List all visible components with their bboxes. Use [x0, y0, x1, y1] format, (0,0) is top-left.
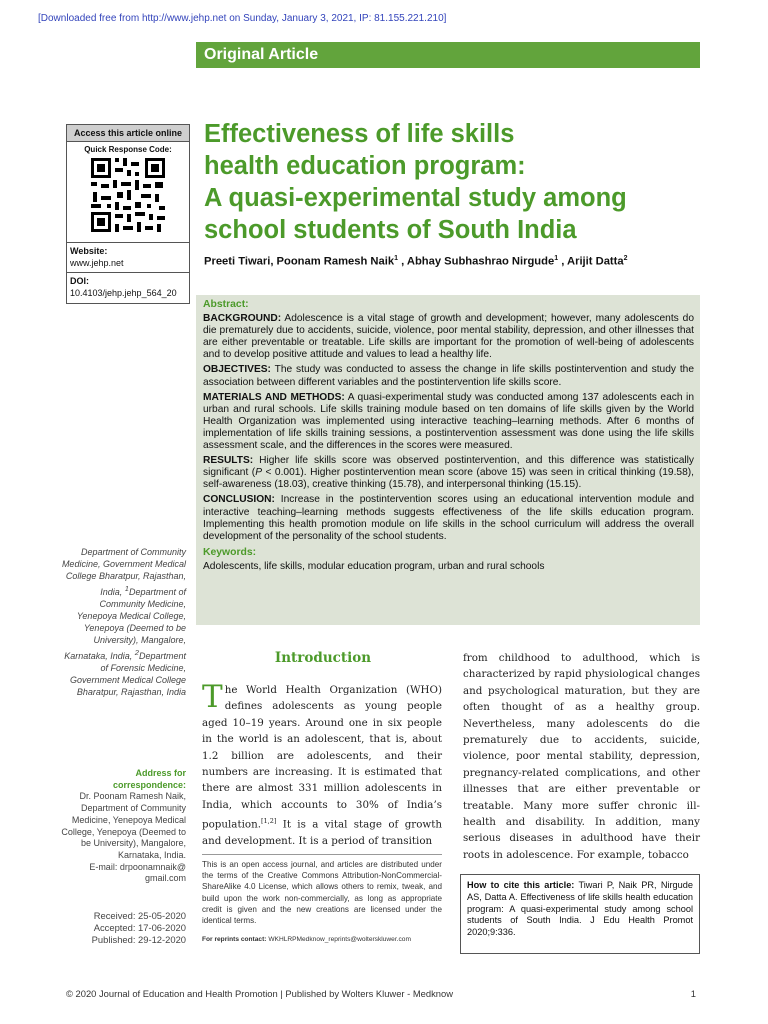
- keywords: Adolescents, life skills, modular education program, urban and rural schools: [203, 560, 545, 572]
- affiliations: Department of Community Medicine, Government Medical College Bharatpur, Rajasthan, India, $^1$Department of Community Medicine, Yenepoya Medical College, Yenepoya (Deemed to be University), Mangalore, Karnataka, India, $^2$Department of Forensic Medicine, Government Medical College Bharatpur, Rajasthan, India: [61, 547, 186, 698]
- abstract-objectives: OBJECTIVES: The study was conducted to assess the change in life skills postintervention and study the association between different variables and the postintervention life skills score.: [203, 364, 694, 388]
- intro-column-1: The World Health Organization (WHO) defines adolescents as young people aged 10–19 years. Around one in six people in the world is an adolescent, that is, about 1.2 billion are adolescents, and their numbers are increasing. It is estimated that there are almost 331 million adolescents in India, which accounts to 30% of India’s population.[1,2] It is a vital stage of growth and development. It is a period of transition: [202, 679, 442, 848]
- abstract-background: BACKGROUND: Adolescence is a vital stage of growth and development; however, many adolescents do die prematurely due to accidents, suicide, violence, poor mental stability, depression, and other illnesses that are either preventable or treatable. Life skills are important for the promotion of well-being of adolescents and to develop positive attitude and values to lead a healthy life.: [203, 313, 694, 361]
- accepted-date: Accepted: 17-06-2020: [93, 922, 186, 934]
- title-line: school students of South India: [204, 216, 577, 244]
- introduction-heading: Introduction: [274, 650, 372, 666]
- citation-label: How to cite this article:: [467, 880, 575, 890]
- download-note: [Downloaded free from http://www.jehp.net on Sunday, January 3, 2021, IP: 81.155.221.210]: [38, 13, 447, 24]
- access-box: [66, 124, 190, 304]
- correspondence: [60, 768, 186, 885]
- open-access-note: [202, 854, 442, 945]
- abstract-methods: MATERIALS AND METHODS: A quasi-experimental study was conducted among 137 adolescents each in urban and rural schools. Life skills training module based on ten domains of life skills given by the World Health Organization was implemented using interactive teaching–learning methods. After 6 months of implementation of life skills training sessions, a postintervention assessment was done using the life skills assessment scale, and the differences in the scores were measured.: [203, 391, 694, 452]
- intro-column-2: from childhood to adulthood, which is characterized by rapid physiological changes and psychological maturation, but they are often thought of as a healthy group. Nevertheless, many adolescents do die prematurely due to accidents, suicide, violence, poor mental stability, depression, pregnancy-related complications, and other illnesses that are either preventable or treatable. Many more suffer chronic ill-health and disability. In addition, many serious diseases in adulthood have their roots in adolescence. For example, tobacco: [463, 652, 700, 861]
- published-date: Published: 29-12-2020: [91, 934, 186, 946]
- correspondence-heading: Address for correspondence:: [112, 768, 186, 790]
- keywords-label: Keywords:: [203, 546, 257, 558]
- title-line: health education program:: [204, 152, 526, 180]
- author-name: , Arijit Datta: [561, 255, 624, 268]
- title-line: Effectiveness of life skills: [204, 120, 515, 148]
- qr-label: Quick Response Code:: [84, 145, 172, 154]
- author-name: Preeti Tiwari,: [204, 255, 277, 268]
- doi-link[interactable]: 10.4103/jehp.jehp_564_20: [70, 288, 177, 299]
- website-link[interactable]: www.jehp.net: [70, 257, 124, 268]
- citation-text: Tiwari P, Naik PR, Nirgude AS, Datta A. Effectiveness of life skills health education program: A quasi-experimental study among school students of South India. J Edu Health Promot 2020;9:336.: [467, 880, 693, 938]
- title-line: A quasi-experimental study among: [204, 184, 627, 212]
- citation-box: [460, 874, 700, 954]
- article-dates: [60, 910, 186, 946]
- website-cell: [67, 243, 189, 273]
- author-affil-sup: 1: [554, 255, 559, 262]
- author-name: Poonam Ramesh Naik: [276, 255, 395, 268]
- page-number: 1: [690, 988, 696, 999]
- authors: [204, 255, 628, 268]
- section-banner: Original Article: [196, 42, 700, 68]
- website-label: Website:: [70, 246, 108, 256]
- abstract-title: Abstract:: [203, 299, 249, 310]
- qr-code-icon: [89, 156, 167, 234]
- abstract-box: [196, 295, 700, 625]
- reprints-contact: For reprints contact: WKHLRPMedknow_reprints@wolterskluwer.com: [202, 936, 411, 944]
- doi-cell: [67, 273, 189, 302]
- article-title: [204, 118, 684, 246]
- abstract-results: RESULTS: Higher life skills score was observed postintervention, and this difference was statistically significant (P < 0.001). Higher postintervention mean score (above 15) was seen in critical thinking (19.58), self-awareness (18.03), creative thinking (15.78), and interpersonal thinking (15.15).: [203, 455, 694, 491]
- license-text: This is an open access journal, and articles are distributed under the terms of the Creative Commons Attribution-NonCommercial-ShareAlike 4.0 License, which allows others to remix, tweak, and build upon the work non-commercially, as long as appropriate credit is given and the new creations are licensed under the identical terms.: [202, 860, 442, 926]
- author-name: , Abhay Subhashrao Nirgude: [401, 255, 555, 268]
- author-affil-sup: 1: [394, 255, 398, 262]
- author-affil-sup: 2: [623, 255, 628, 262]
- footer-text: © 2020 Journal of Education and Health Promotion | Published by Wolters Kluwer - Medknow: [66, 988, 453, 999]
- citation-ref[interactable]: [1,2]: [260, 817, 277, 826]
- abstract-conclusion: CONCLUSION: Increase in the postintervention scores using an educational intervention module and interactive teaching–learning methods suggests effectiveness of the life skills education program. Implementing this health promotion module on life skills in the school curriculum will address the overall development of the personality of the school students.: [203, 494, 694, 542]
- correspondence-email[interactable]: E-mail: drpoonamnaik@ gmail.com: [89, 861, 186, 884]
- correspondence-address: Dr. Poonam Ramesh Naik, Department of Community Medicine, Yenepoya Medical College, Yenepoya (Deemed to be University), Mangalore, Karnataka, India.: [61, 791, 186, 860]
- access-box-header: Access this article online: [67, 125, 189, 142]
- page-footer: [66, 988, 700, 999]
- received-date: Received: 25-05-2020: [93, 910, 186, 921]
- drop-cap: T: [202, 679, 223, 715]
- qr-code[interactable]: [67, 156, 189, 243]
- doi-label: DOI:: [70, 276, 89, 287]
